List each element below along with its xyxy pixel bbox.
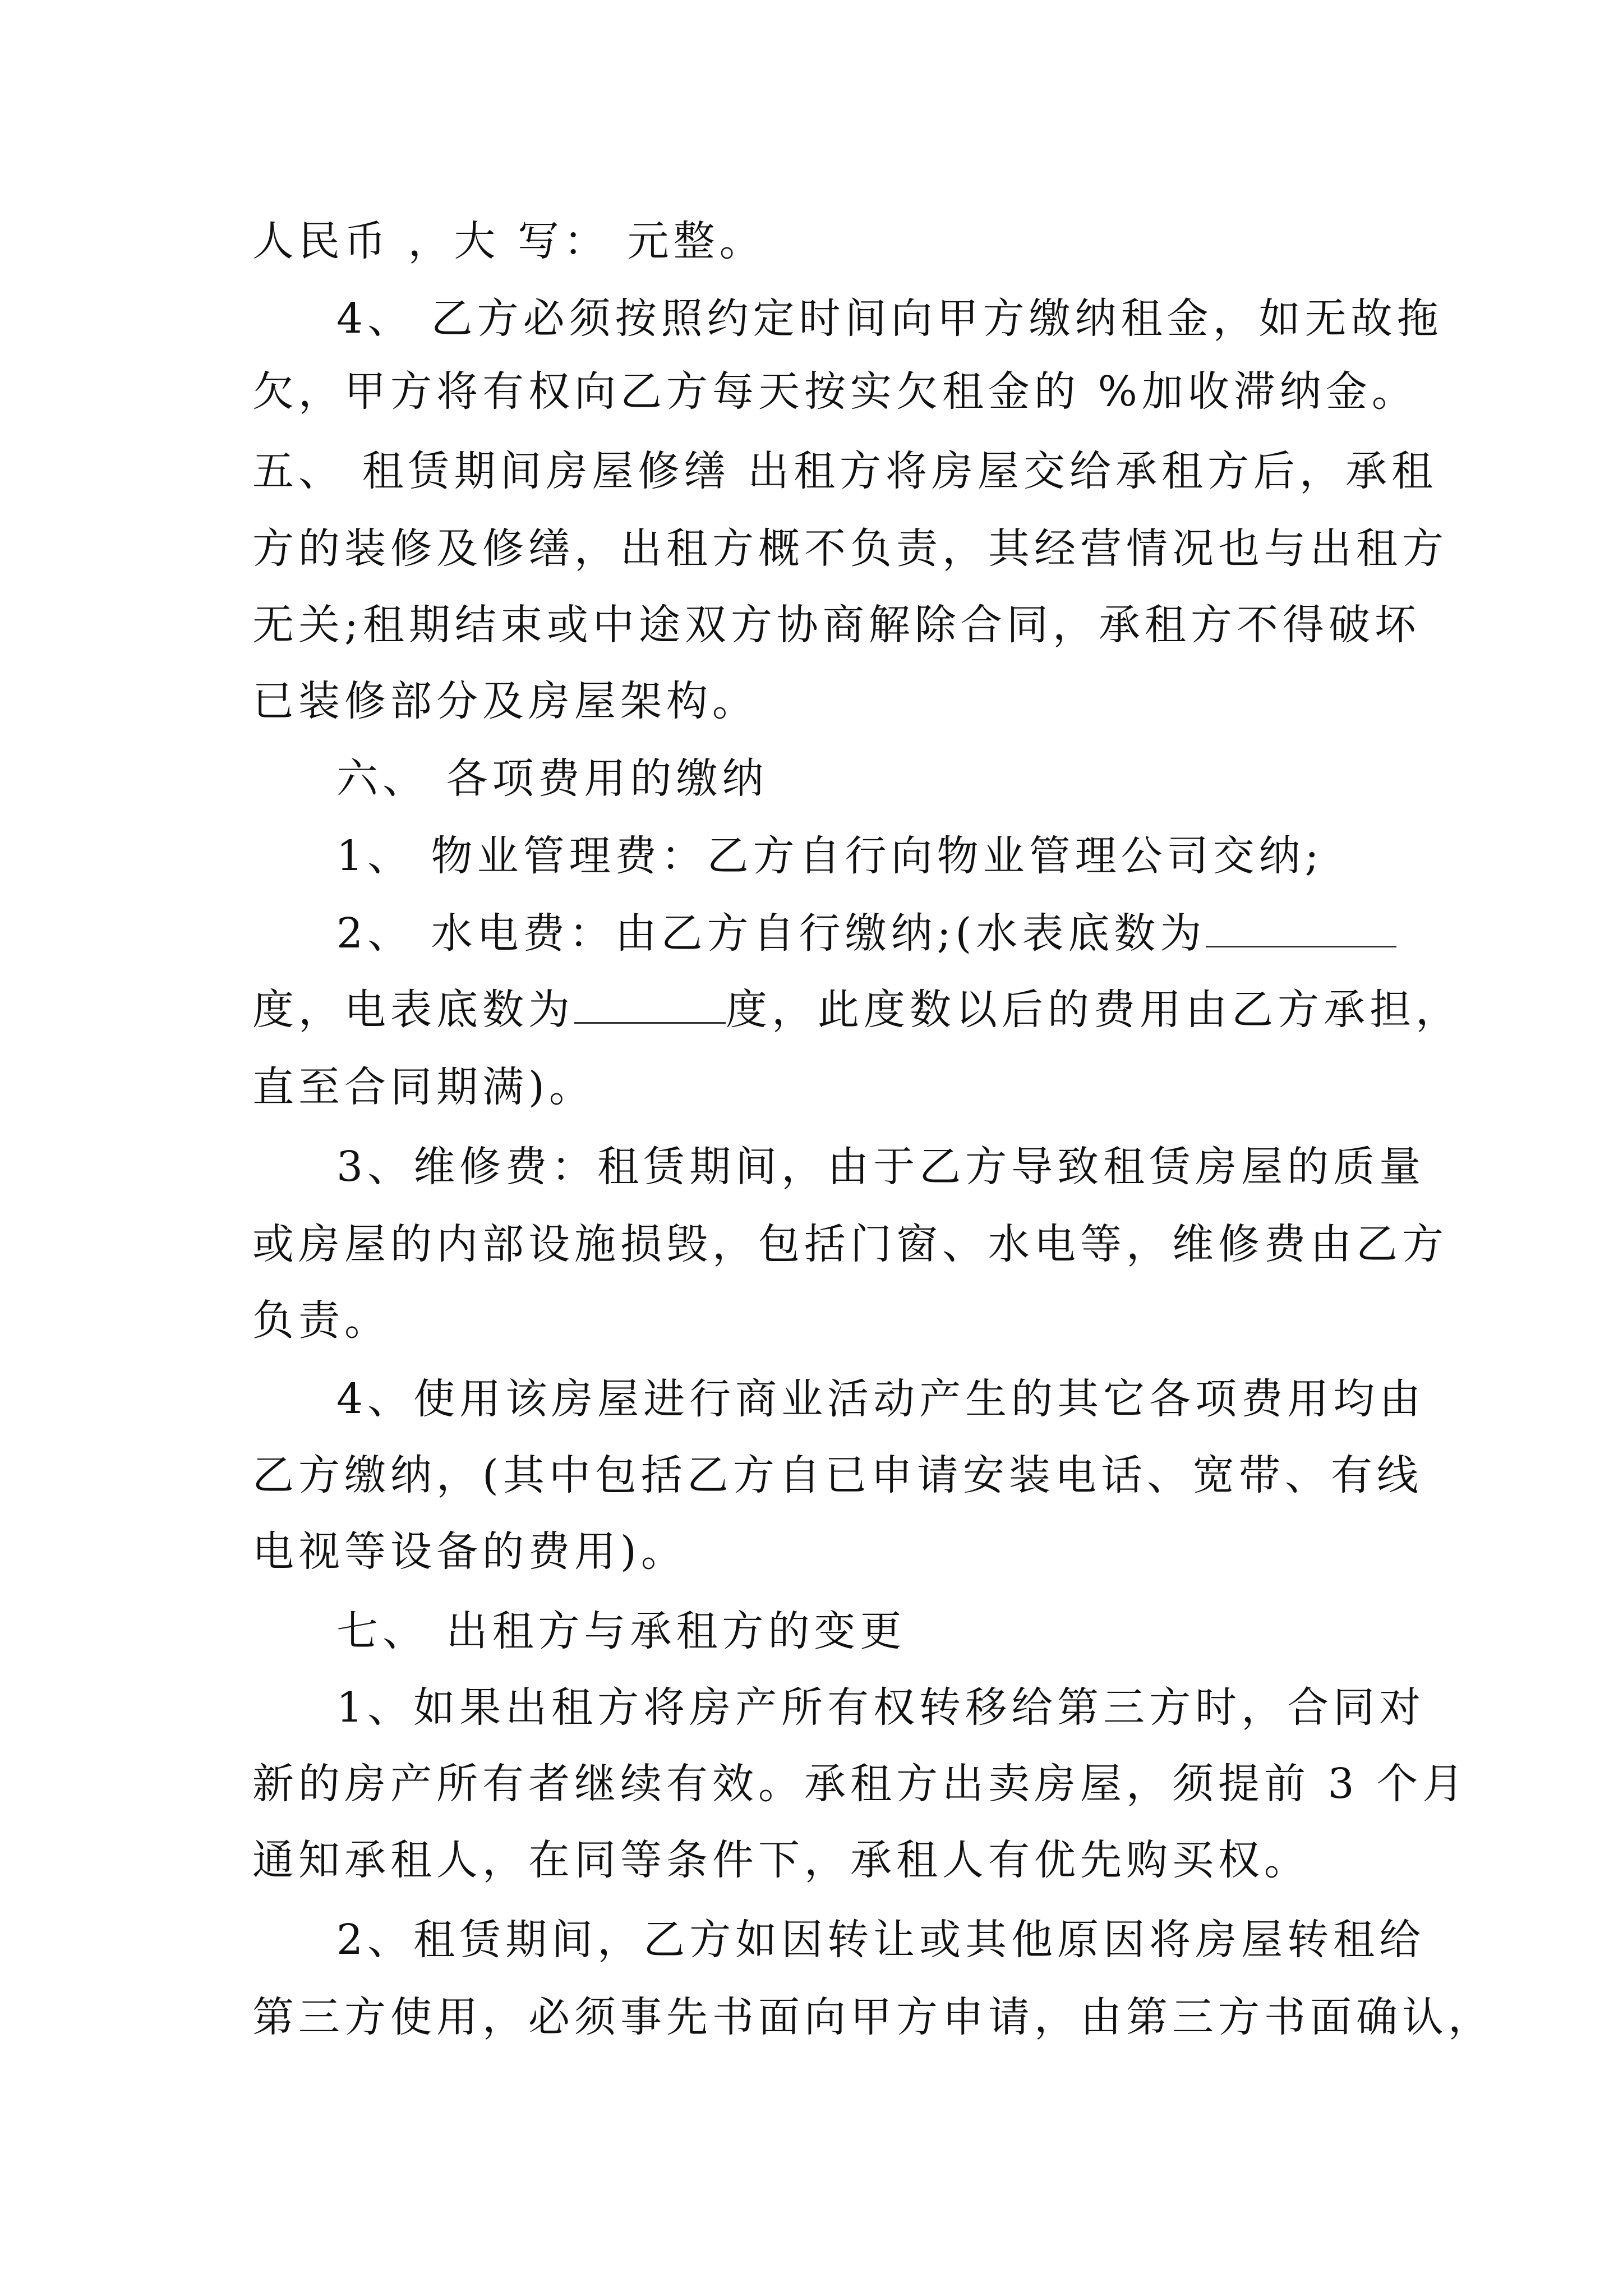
text-line-1: 人民币 ，大 写： 元整。: [252, 217, 766, 265]
text-line-5: 方的装修及修缮，出租方概不负责，其经营情况也与出租方: [252, 524, 1448, 573]
text-line-6: 无关;租期结束或中途双方协商解除合同，承租方不得破坏: [252, 601, 1421, 649]
text-line-23: 2、租赁期间，乙方如因转让或其他原因将房屋转租给: [336, 1916, 1426, 1964]
electric-meter-blank[interactable]: [574, 983, 726, 1024]
text-line-7: 已装修部分及房屋架构。: [252, 677, 758, 725]
water-meter-blank[interactable]: [1206, 907, 1396, 947]
text-line-10: [336, 905, 1396, 961]
text-line-16: 4、使用该房屋进行商业活动产生的其它各项费用均由: [336, 1375, 1426, 1423]
section-heading-change: 七、 出租方与承租方的变更: [336, 1607, 906, 1655]
text-line-9: 1、 物业管理费：乙方自行向物业管理公司交纳;: [336, 832, 1324, 880]
text-line-15: 负责。: [252, 1296, 390, 1345]
text-line-12: 直至合同期满)。: [252, 1063, 595, 1111]
text-line-11: [252, 982, 1461, 1038]
text-line-18: 电视等设备的费用)。: [252, 1527, 687, 1576]
text-line-24: 第三方使用，必须事先书面向甲方申请，由第三方书面确认，: [252, 1993, 1494, 2041]
section-heading-fees: 六、 各项费用的缴纳: [336, 754, 768, 803]
text-line-10-part: 2、 水电费：由乙方自行缴纳;(水表底数为: [336, 909, 1206, 958]
text-line-22: 通知承租人，在同等条件下，承租人有优先购买权。: [252, 1836, 1310, 1884]
text-line-13: 3、维修费：租赁期间，由于乙方导致租赁房屋的质量: [336, 1143, 1426, 1191]
text-line-2: 4、 乙方必须按照约定时间向甲方缴纳租金，如无故拖: [336, 295, 1443, 343]
text-line-20: 1、如果出租方将房产所有权转移给第三方时，合同对: [336, 1683, 1426, 1732]
text-line-11-part-b: 度，此度数以后的费用由乙方承担，: [726, 986, 1461, 1034]
text-line-3: 欠，甲方将有权向乙方每天按实欠租金的 %加收滞纳金。: [252, 367, 1418, 416]
text-line-11-part-a: 度，电表底数为: [252, 986, 574, 1034]
text-line-14: 或房屋的内部设施损毁，包括门窗、水电等，维修费由乙方: [252, 1220, 1448, 1268]
text-line-21: 新的房产所有者继续有效。承租方出卖房屋，须提前 3 个月: [252, 1760, 1469, 1808]
text-line-17: 乙方缴纳，(其中包括乙方自已申请安装电话、宽带、有线: [252, 1451, 1423, 1499]
text-line-4: 五、 租赁期间房屋修缮 出租方将房屋交给承租方后，承租: [252, 447, 1438, 495]
